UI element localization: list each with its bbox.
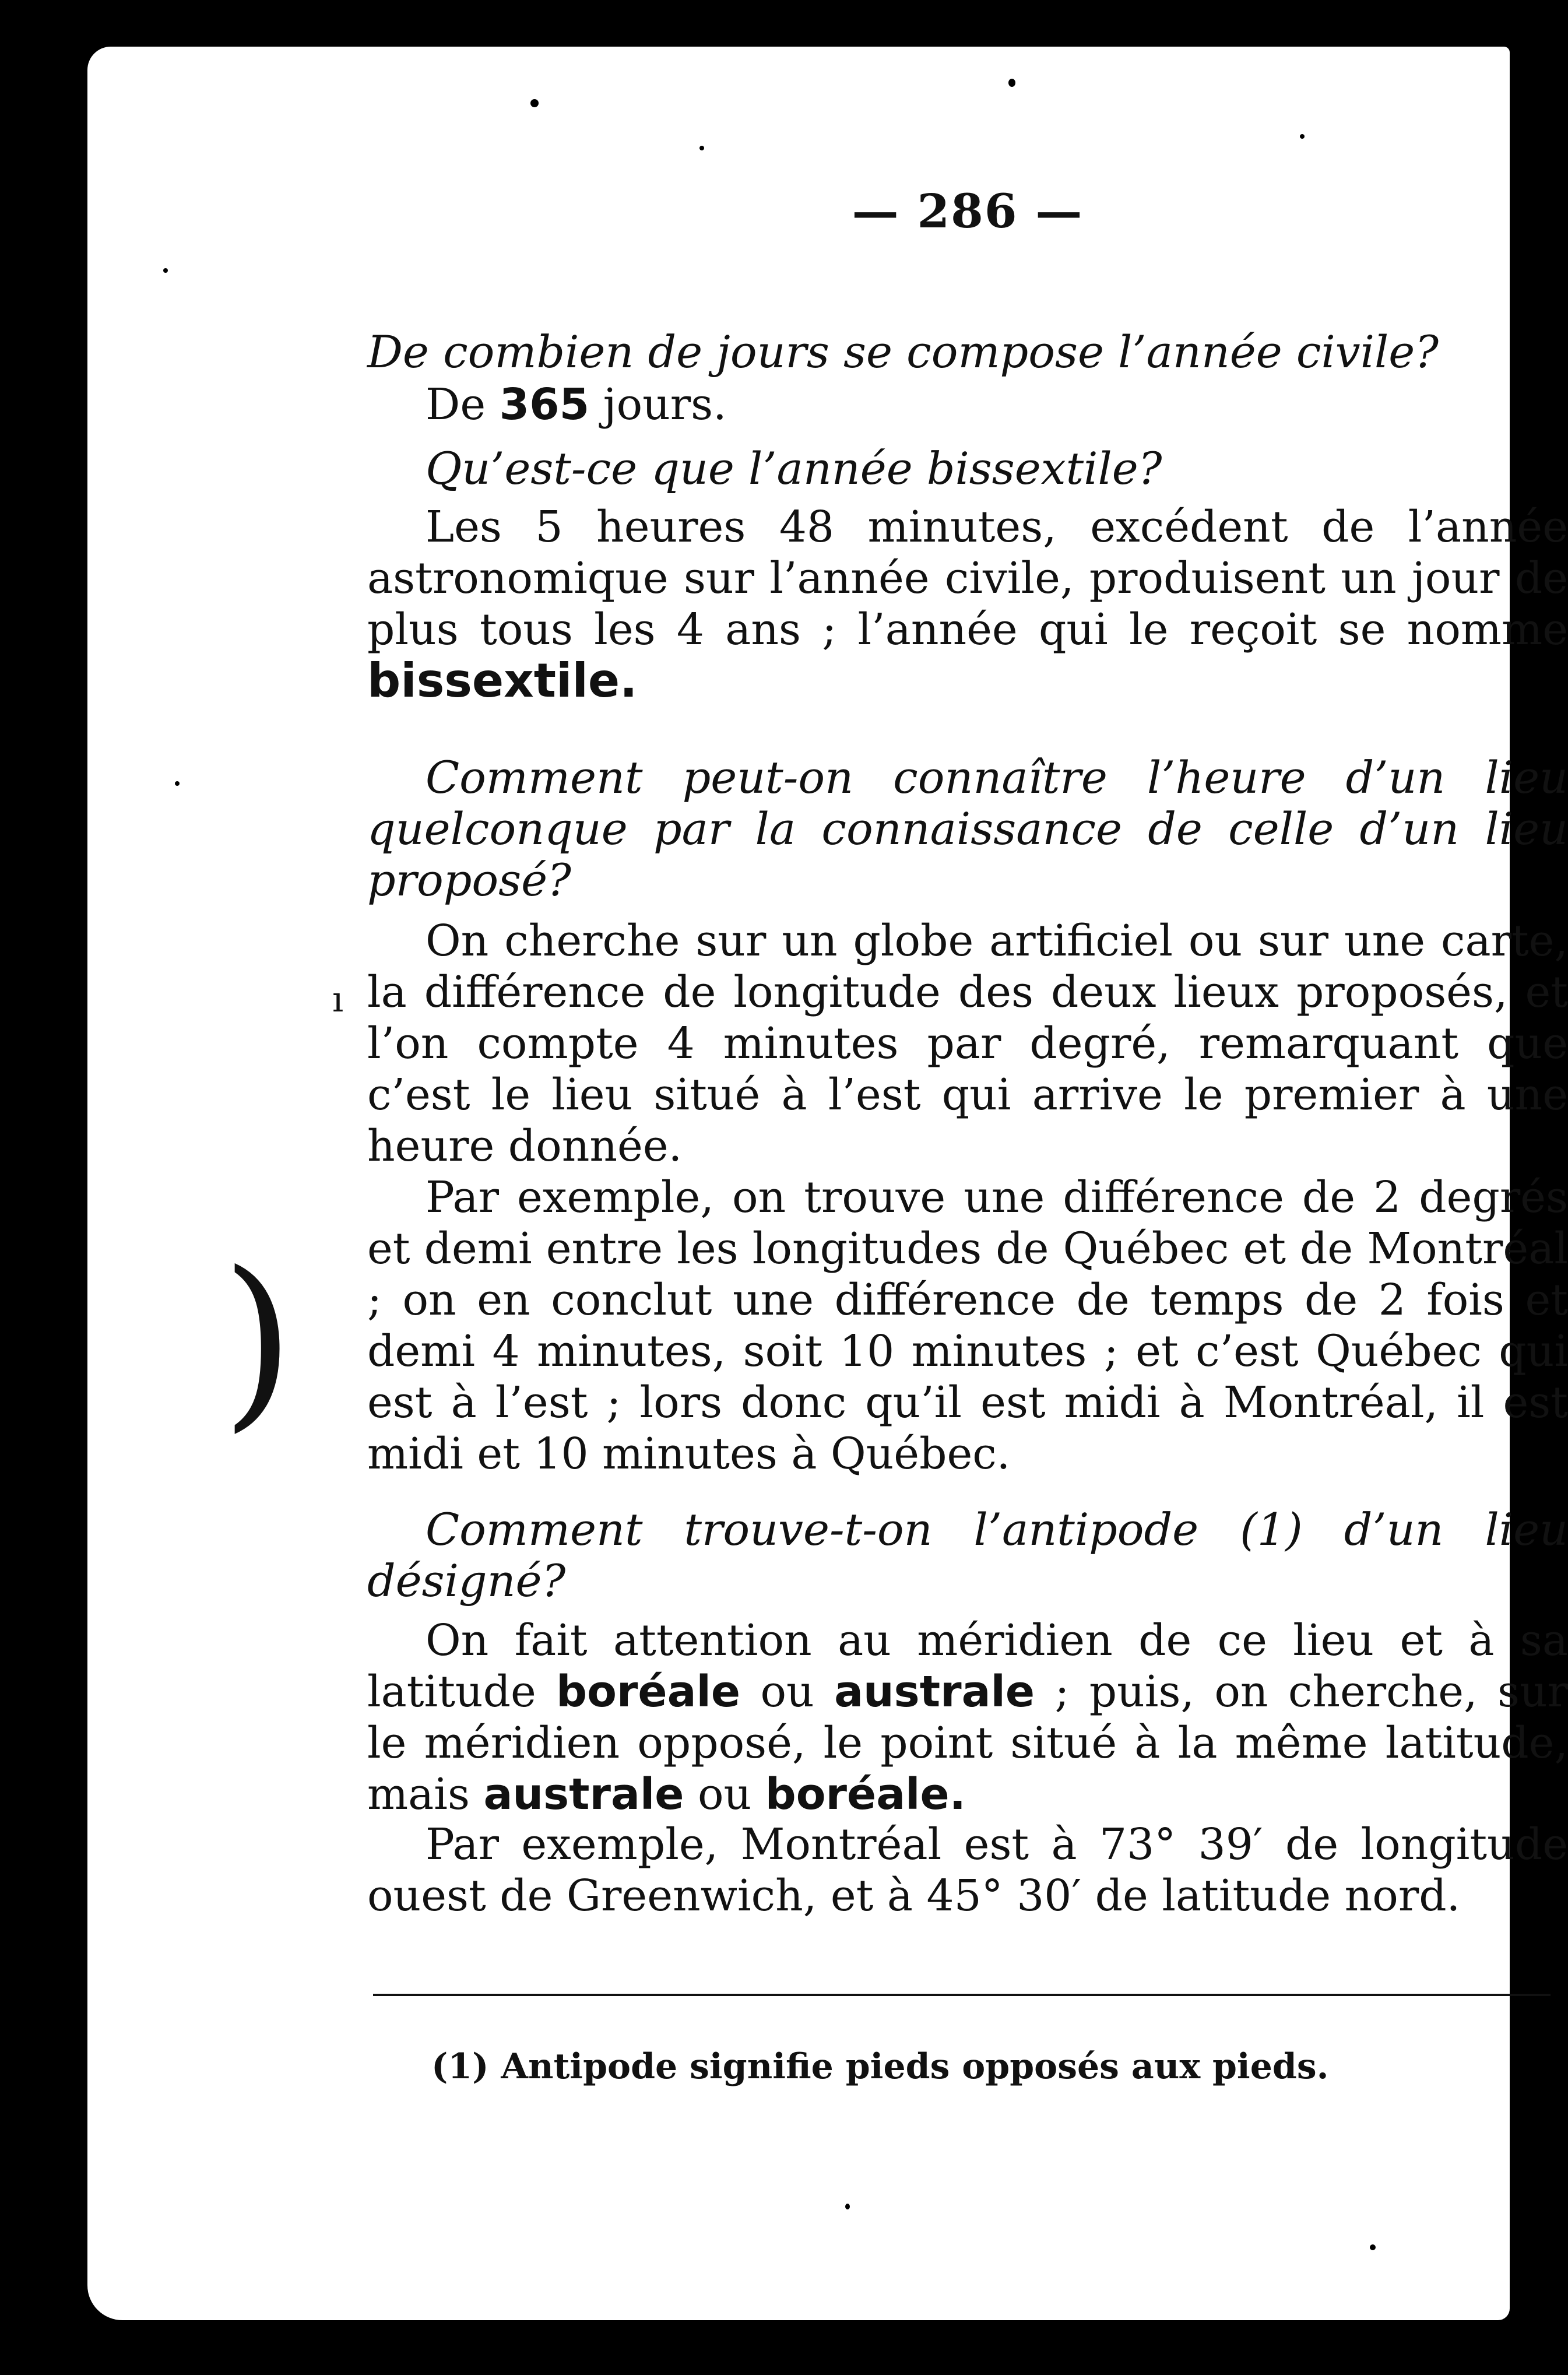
answer-leap-year [367, 501, 1568, 708]
answer-local-time-p1: On cherche sur un globe artificiel ou sur une carte, la différence de longitude des deux lieux proposés, et l’on compte 4 minutes par degré, remarquant que c’est le lieu situé à l’est qui arrive le premier à une heure donnée. [367, 916, 1568, 1171]
answer-term: australe [483, 1769, 684, 1819]
footnote-rule [373, 1994, 1551, 1996]
scan-speckle [1008, 79, 1015, 87]
margin-bracket-mark: ) [222, 1232, 294, 1449]
question-antipode: Comment trouve-t-on l’antipode (1) d’un lieu désigné? [367, 1503, 1568, 1607]
question-local-time: Comment peut-on connaître l’heure d’un lieu quelconque par la connaissance de celle d’un lieu proposé? [367, 751, 1568, 906]
margin-tick-mark: ı [332, 979, 344, 1020]
question-civil-year: De combien de jours se compose l’année civile? [367, 326, 1439, 378]
scan-speckle [699, 146, 704, 150]
answer-number: 365 [499, 380, 590, 430]
answer-antipode-p1 [367, 1615, 1568, 1820]
answer-text: On fait attention au méridien de ce lieu et à sa latitude [367, 1615, 1568, 1717]
answer-term: boréale [556, 1667, 741, 1717]
answer-term: boréale. [765, 1769, 966, 1819]
scan-speckle [163, 268, 168, 273]
answer-text: ou [684, 1769, 765, 1819]
question-leap-year: Qu’est-ce que l’année bissextile? [426, 442, 1162, 494]
answer-term: australe [834, 1667, 1035, 1717]
answer-text: Les 5 heures 48 minutes, excédent de l’année astronomique sur l’année civile, produisent un jour de plus tous les 4 ans ; l’année qui le reçoit se nomme [367, 502, 1568, 655]
answer-text: ; puis, on cherche, sur le méridien opposé, le point situé à la même latitude, mais [367, 1667, 1568, 1819]
answer-antipode-p2: Par exemple, Montréal est à 73° 39′ de longitude ouest de Greenwich, et à 45° 30′ de latitude nord. [367, 1819, 1568, 1921]
scan-speckle [530, 99, 539, 107]
footnote: (1) Antipode signifie pieds opposés aux pieds. [431, 2046, 1329, 2087]
answer-local-time-p2: Par exemple, on trouve une différence de 2 degrés et demi entre les longitudes de Québec et de Montréal ; on en conclut une différence de temps de 2 fois et demi 4 minutes, soit 10 minutes ; et c’est Québec qui est à l’est ; lors donc qu’il est midi à Montréal, il est midi et 10 minutes à Québec. [367, 1172, 1568, 1479]
page-number: — 286 — [852, 184, 1084, 238]
scan-speckle [1300, 134, 1305, 139]
answer-term: bissextile. [367, 654, 638, 708]
answer-text: ou [740, 1667, 835, 1717]
answer-text: De [426, 380, 500, 430]
scan-speckle [845, 2204, 850, 2209]
answer-civil-year [367, 379, 1568, 430]
scan-speckle [1370, 2244, 1376, 2250]
scan-speckle [175, 781, 180, 786]
answer-text: jours. [589, 380, 727, 430]
scanned-page [87, 47, 1568, 2320]
